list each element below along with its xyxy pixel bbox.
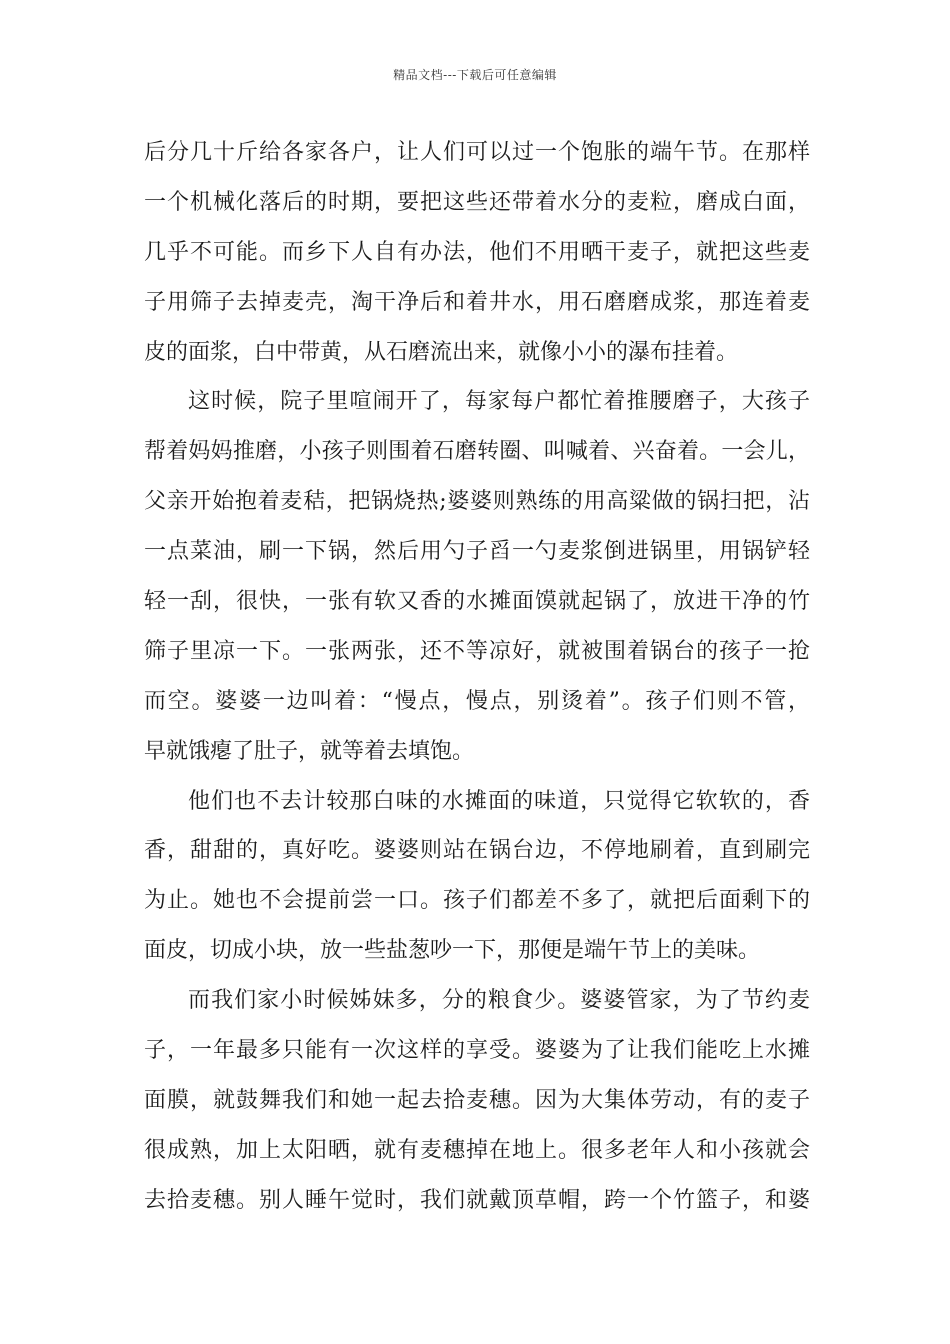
paragraph [144,976,810,1225]
text-line: 为止。她也不会提前尝一口。孩子们都差不多了，就把后面剩下的 [144,888,810,914]
text-line: 筛子里凉一下。一张两张，还不等凉好，就被围着锅台的孩子一抢 [144,638,810,664]
text-line: 帮着妈妈推磨，小孩子则围着石磨转圈、叫喊着、兴奋着。一会儿， [144,439,810,465]
text-line: 一个机械化落后的时期，要把这些还带着水分的麦粒，磨成白面， [144,189,810,215]
text-line: 香，甜甜的，真好吃。婆婆则站在锅台边，不停地刷着，直到刷完 [144,838,810,864]
document-body [144,128,810,1226]
text-line: 而空。婆婆一边叫着：“慢点，慢点，别烫着”。孩子们则不管， [144,688,810,714]
text-line: 早就饿瘪了肚子，就等着去填饱。 [144,738,475,764]
text-line: 轻一刮，很快，一张有软又香的水摊面馍就起锅了，放进干净的竹 [144,589,810,615]
text-line: 很成熟，加上太阳晒，就有麦穗掉在地上。很多老年人和小孩就会 [144,1137,810,1163]
text-line: 后分几十斤给各家各户，让人们可以过一个饱胀的端午节。在那样 [144,140,810,165]
text-line: 而我们家小时候姊妹多，分的粮食少。婆婆管家，为了节约麦 [188,988,810,1014]
text-line: 去拾麦穗。别人睡午觉时，我们就戴顶草帽，跨一个竹篮子，和婆 [144,1187,810,1213]
paragraph [144,377,810,776]
page-header: 精品文档---下载后可任意编辑 [393,68,557,82]
paragraph [144,128,810,377]
text-line: 一点菜油，刷一下锅，然后用勺子舀一勺麦浆倒进锅里，用锅铲轻 [144,539,810,565]
text-line: 皮的面浆，白中带黄，从石磨流出来，就像小小的瀑布挂着。 [144,339,739,365]
text-line: 这时候，院子里喧闹开了，每家每户都忙着推腰磨子，大孩子 [188,389,810,415]
paragraph [144,777,810,977]
text-line: 面膜，就鼓舞我们和她一起去拾麦穗。因为大集体劳动，有的麦子 [144,1087,810,1113]
text-line: 面皮，切成小块，放一些盐葱吵一下，那便是端午节上的美味。 [144,938,761,964]
text-line: 子，一年最多只能有一次这样的享受。婆婆为了让我们能吃上水摊 [144,1038,810,1064]
text-line: 子用筛子去掉麦壳，淘干净后和着井水，用石磨磨成浆，那连着麦 [144,289,810,315]
text-line: 父亲开始抱着麦秸，把锅烧热;婆婆则熟练的用高粱做的锅扫把，沾 [144,489,810,515]
text-line: 他们也不去计较那白味的水摊面的味道，只觉得它软软的，香 [188,788,810,814]
text-line: 几乎不可能。而乡下人自有办法，他们不用晒干麦子，就把这些麦 [144,239,810,265]
